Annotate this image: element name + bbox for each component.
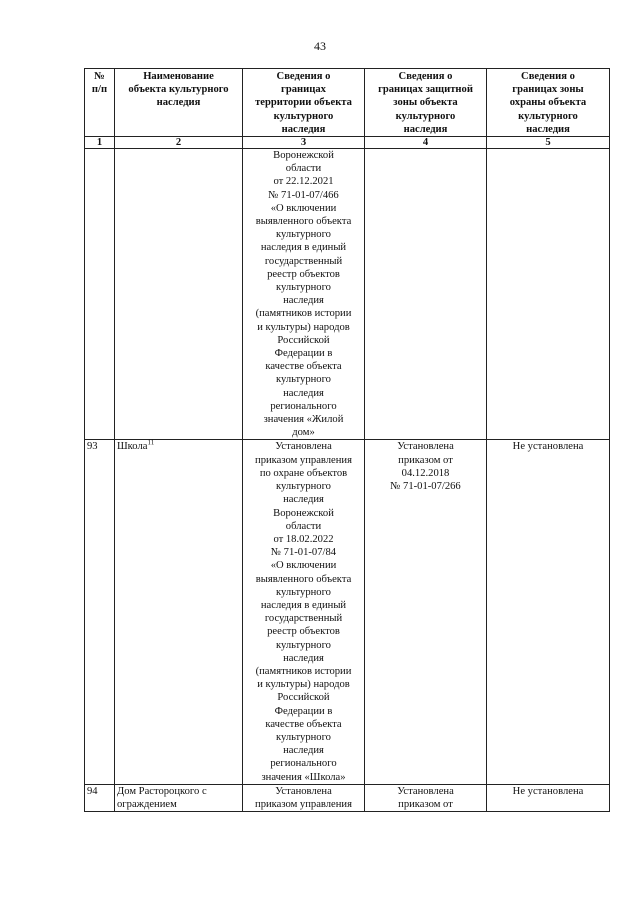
- header-line: наследия: [281, 123, 326, 135]
- header-line: культурного: [518, 110, 578, 122]
- cell-line: культурного: [276, 282, 331, 294]
- object-name-cell: [115, 784, 243, 811]
- cell-line: Установлена: [397, 785, 454, 797]
- cell-line: № 71-01-07/266: [390, 481, 461, 493]
- cell-line: Установлена: [397, 441, 454, 453]
- cell-line: № 71-01-07/84: [270, 547, 337, 559]
- cell-line: культурного: [276, 731, 331, 743]
- protective-zone-cell: [365, 784, 487, 811]
- header-line: Сведения о: [398, 71, 453, 82]
- header-line: культурного: [273, 110, 334, 122]
- header-line: границах защитной: [378, 84, 473, 96]
- header-line: границах зоны: [512, 84, 584, 96]
- header-line: наследия: [403, 123, 448, 135]
- object-name-cell: [115, 440, 243, 784]
- cell-line: приказом управления: [255, 454, 352, 466]
- column-number-row: [85, 137, 610, 149]
- cell-line: реестр объектов: [267, 268, 340, 280]
- cell-line: качестве объекта: [265, 718, 342, 730]
- territory-cell: [243, 149, 365, 440]
- header-line: территории объекта: [255, 97, 352, 109]
- territory-cell: [243, 440, 365, 784]
- cell-line: государственный: [264, 613, 343, 625]
- cell-line: Российской: [277, 334, 330, 346]
- header-line: Наименование: [143, 71, 214, 82]
- cell-line: по охране объектов: [259, 467, 348, 479]
- cell-line: «О включении: [270, 560, 337, 572]
- header-cell-protective-zone: [365, 69, 487, 137]
- footnote-marker: 11: [147, 438, 155, 447]
- protection-zone-cell: [487, 784, 610, 811]
- row-number-cell: 93: [85, 440, 115, 784]
- cell-line: выявленного объекта: [255, 573, 352, 585]
- cell-line: № 71-01-07/466: [268, 189, 339, 201]
- cell-line: дом»: [292, 427, 315, 439]
- cell-line: Воронежской: [273, 507, 334, 519]
- header-row: [85, 69, 610, 137]
- header-cell-protection-zone: [487, 69, 610, 137]
- cell-line: культурного: [276, 586, 331, 598]
- cell-line: (памятников истории: [255, 308, 352, 320]
- header-cell-number: [85, 69, 115, 137]
- cell-line: 04.12.2018: [401, 467, 450, 479]
- cell-line: области: [285, 520, 322, 532]
- column-number: 4: [365, 137, 487, 149]
- cell-line: реестр объектов: [267, 626, 340, 638]
- cell-line: Федерации в: [274, 348, 333, 360]
- cell-line: выявленного объекта: [255, 216, 352, 228]
- cell-line: культурного: [276, 229, 331, 241]
- cell-line: качестве объекта: [265, 361, 342, 373]
- table-row: [85, 440, 610, 784]
- header-line: зоны объекта: [393, 97, 458, 109]
- column-number: 2: [115, 137, 243, 149]
- cell-line: культурного: [276, 374, 331, 386]
- object-name: Школа: [117, 441, 148, 453]
- header-line: объекта культурного: [128, 84, 229, 96]
- cell-line: наследия: [283, 652, 324, 664]
- object-name-cell: [115, 149, 243, 440]
- cell-line: и культуры) народов: [257, 321, 350, 333]
- cell-line: наследия: [283, 745, 324, 757]
- cell-line: «О включении: [270, 202, 337, 214]
- cell-line: регионального: [270, 758, 337, 770]
- protection-zone-cell: [487, 149, 610, 440]
- table-row: [85, 784, 610, 811]
- cell-line: значения «Школа»: [261, 771, 346, 783]
- cell-line: наследия: [283, 295, 324, 307]
- cell-line: области: [285, 163, 322, 175]
- cell-line: Установлена: [275, 441, 332, 453]
- heritage-registry-table: [84, 68, 610, 812]
- header-line: охраны объекта: [509, 97, 587, 109]
- cell-line: от 18.02.2022: [273, 533, 334, 545]
- header-cell-territory: [243, 69, 365, 137]
- table-row: [85, 149, 610, 440]
- cell-line: приказом управления: [255, 798, 352, 810]
- header-line: культурного: [395, 110, 456, 122]
- column-number: 5: [487, 137, 610, 149]
- cell-line: наследия в единый: [260, 599, 347, 611]
- header-line: наследия: [156, 97, 201, 109]
- cell-line: культурного: [276, 481, 331, 493]
- cell-line: от 22.12.2021: [273, 176, 334, 188]
- column-number: 1: [85, 137, 115, 149]
- protection-zone-cell: [487, 440, 610, 784]
- column-number: 3: [243, 137, 365, 149]
- header-line: границах: [281, 84, 326, 96]
- cell-line: Не установлена: [512, 785, 584, 797]
- cell-line: регионального: [270, 400, 337, 412]
- row-number-cell: 94: [85, 784, 115, 811]
- protective-zone-cell: [365, 440, 487, 784]
- cell-line: культурного: [276, 639, 331, 651]
- cell-line: государственный: [264, 255, 343, 267]
- header-line: наследия: [526, 123, 570, 135]
- page-number: 43: [314, 39, 326, 53]
- cell-line: Федерации в: [274, 705, 333, 717]
- cell-line: Российской: [277, 692, 330, 704]
- object-name: Дом Растороцкого с ограждением: [117, 785, 207, 810]
- header-line: п/п: [91, 84, 108, 96]
- cell-line: Не установлена: [512, 441, 584, 453]
- protective-zone-cell: [365, 149, 487, 440]
- cell-line: наследия в единый: [260, 242, 347, 254]
- header-cell-name: [115, 69, 243, 137]
- cell-line: (памятников истории: [255, 665, 352, 677]
- header-line: Сведения о: [521, 71, 575, 82]
- cell-line: наследия: [283, 387, 324, 399]
- territory-cell: [243, 784, 365, 811]
- cell-line: и культуры) народов: [257, 679, 350, 691]
- cell-line: приказом от: [398, 454, 453, 466]
- header-line: Сведения о: [276, 71, 331, 82]
- cell-line: Установлена: [275, 785, 332, 797]
- cell-line: приказом от: [398, 798, 453, 810]
- cell-line: значения «Жилой: [263, 414, 344, 426]
- cell-line: Воронежской: [273, 150, 334, 162]
- header-line: №: [94, 71, 105, 82]
- cell-line: наследия: [283, 494, 324, 506]
- row-number-cell: [85, 149, 115, 440]
